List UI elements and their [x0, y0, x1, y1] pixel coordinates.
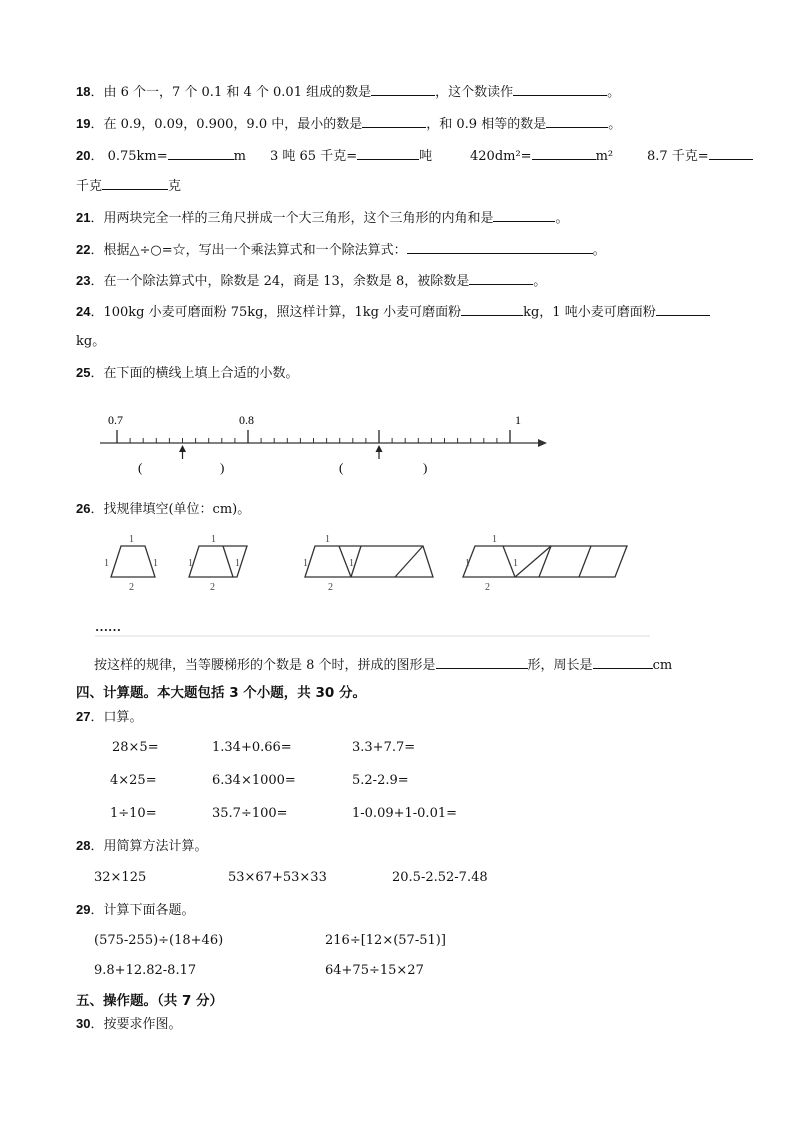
question-23 [76, 271, 546, 291]
answer-blank[interactable] [546, 114, 608, 128]
question-text: ．在 0.9，0.09，0.900，9.0 中，最小的数是 [90, 117, 363, 132]
unit: m [233, 149, 246, 164]
question-text: ．计算下面各题。 [90, 903, 195, 918]
answer-blank[interactable] [532, 146, 596, 160]
question-text: ．由 6 个一，7 个 0.1 和 4 个 0.01 组成的数是 [90, 85, 372, 100]
question-28 [76, 837, 207, 856]
side-label-top: 1 [211, 534, 216, 545]
oral-calc-item: 1÷10= [110, 806, 157, 821]
question-text: 形，周长是 [527, 658, 593, 673]
side-label-right: 1 [349, 558, 354, 569]
question-29 [76, 901, 194, 920]
question-20-part3 [470, 146, 613, 166]
unit: 克 [168, 179, 182, 194]
question-text: ． 0.75km= [90, 149, 168, 164]
question-text: 8.7 千克= [647, 149, 709, 164]
side-label-left: 1 [104, 558, 109, 569]
answer-blank[interactable] [168, 146, 234, 160]
question-number: 21 [76, 210, 91, 225]
unit: 吨 [419, 149, 433, 164]
answer-blank[interactable] [357, 146, 419, 160]
trapezoid-3-divider [395, 546, 423, 577]
question-number: 26 [76, 501, 91, 516]
side-label-bottom: 2 [129, 582, 134, 593]
side-label-right: 1 [513, 558, 518, 569]
question-text: 。 [592, 243, 606, 258]
question-text: 3 吨 65 千克= [270, 149, 358, 164]
question-number: 22 [76, 242, 91, 257]
question-number: 23 [76, 273, 91, 288]
simplify-calc-item: 20.5-2.52-7.48 [392, 870, 488, 885]
side-label-top: 1 [129, 534, 134, 545]
question-text: ．在下面的横线上填上合适的小数。 [90, 366, 299, 381]
question-text: ，这个数读作 [435, 85, 514, 100]
paren-open-1: ( [138, 460, 143, 475]
question-24-line2 [76, 333, 105, 351]
oral-calc-item: 5.2-2.9= [352, 773, 409, 788]
answer-blank[interactable] [371, 82, 435, 96]
unit: 千克 [76, 179, 103, 194]
compute-item: (575-255)÷(18+46) [94, 933, 224, 948]
question-text: ．用简算方法计算。 [90, 839, 208, 854]
question-number: 20 [76, 148, 91, 163]
compute-item: 9.8+12.82-8.17 [94, 963, 197, 978]
answer-blank[interactable] [493, 208, 555, 222]
paren-open-2: ( [339, 460, 344, 475]
question-number: 24 [76, 304, 91, 319]
side-label-right: 1 [153, 558, 158, 569]
oral-calc-item: 1.34+0.66= [212, 740, 292, 755]
trapezoid-4-divider [579, 546, 591, 577]
question-20 [76, 146, 246, 166]
question-text: ．口算。 [90, 710, 143, 725]
trapezoid-pattern-figure [95, 530, 655, 640]
question-text: ．根据△÷○=☆，写出一个乘法算式和一个除法算式： [90, 243, 407, 258]
side-label-top: 1 [325, 534, 330, 545]
question-19 [76, 114, 621, 134]
continuation-dots: …… [95, 619, 121, 634]
question-27 [76, 708, 142, 727]
oral-calc-item: 1-0.09+1-0.01= [352, 806, 458, 821]
question-26 [76, 500, 250, 519]
question-20-line2 [76, 176, 181, 196]
question-text: ．找规律填空(单位：cm)。 [90, 502, 251, 517]
answer-blank[interactable] [469, 271, 533, 285]
answer-blank[interactable] [102, 176, 168, 190]
answer-blank[interactable] [436, 655, 528, 669]
answer-blank[interactable] [656, 302, 710, 316]
question-text: 420dm²= [470, 149, 532, 164]
compute-item: 216÷[12×(57-51)] [325, 933, 446, 948]
side-label-left: 1 [303, 558, 308, 569]
question-number: 27 [76, 709, 91, 724]
side-label-bottom: 2 [485, 582, 490, 593]
trapezoid-3-outline [305, 546, 433, 577]
question-text: ．100kg 小麦可磨面粉 75kg，照这样计算，1kg 小麦可磨面粉 [90, 305, 462, 320]
question-number: 25 [76, 365, 91, 380]
question-number: 18 [76, 84, 91, 99]
pointer-arrow [376, 445, 383, 459]
number-line-label-end: 1 [515, 413, 521, 427]
question-20-part2 [270, 146, 432, 166]
answer-blank[interactable] [461, 302, 523, 316]
pointer-arrow [179, 445, 186, 459]
question-20-part4 [647, 146, 753, 166]
question-number: 19 [76, 116, 91, 131]
number-line-label-start: 0.7 [108, 413, 123, 427]
unit: cm [652, 658, 673, 673]
oral-calc-item: 3.3+7.7= [352, 740, 416, 755]
paren-close-2: ) [423, 460, 428, 475]
number-line-pointers [179, 445, 383, 459]
number-line-arrowhead [538, 439, 547, 447]
trapezoid-1 [111, 546, 155, 577]
oral-calc-item: 35.7÷100= [212, 806, 288, 821]
number-line-ticks [117, 430, 510, 443]
question-text: kg，1 吨小麦可磨面粉 [523, 305, 656, 320]
answer-blank[interactable] [362, 114, 426, 128]
number-line-figure [95, 408, 555, 478]
simplify-calc-item: 53×67+53×33 [228, 870, 327, 885]
section-5-heading: 五、操作题。（共 7 分） [76, 993, 224, 1009]
section-4-heading: 四、计算题。本大题包括 3 个小题，共 30 分。 [76, 685, 366, 701]
question-24 [76, 302, 710, 322]
side-label-right: 1 [235, 558, 240, 569]
question-text: ．用两块完全一样的三角尺拼成一个大三角形，这个三角形的内角和是 [90, 211, 494, 226]
answer-blank[interactable] [407, 240, 593, 254]
side-label-left: 1 [188, 558, 193, 569]
question-21 [76, 208, 569, 228]
answer-blank[interactable] [513, 82, 607, 96]
question-number: 29 [76, 902, 91, 917]
answer-blank[interactable] [709, 146, 753, 160]
side-label-bottom: 2 [328, 582, 333, 593]
unit: kg。 [76, 334, 106, 349]
unit: m² [595, 149, 614, 164]
question-text: 按这样的规律，当等腰梯形的个数是 8 个时，拼成的图形是 [94, 658, 436, 673]
question-26-fill [94, 655, 672, 675]
question-number: 28 [76, 838, 91, 853]
answer-blank[interactable] [593, 655, 653, 669]
simplify-calc-item: 32×125 [94, 870, 147, 885]
number-line-label-mid: 0.8 [239, 413, 254, 427]
question-text: 。 [533, 274, 547, 289]
question-text: ．按要求作图。 [90, 1017, 182, 1032]
oral-calc-item: 4×25= [110, 773, 157, 788]
question-30 [76, 1015, 181, 1034]
question-text: 。 [555, 211, 569, 226]
side-label-left: 1 [465, 558, 470, 569]
oral-calc-item: 28×5= [112, 740, 159, 755]
question-25 [76, 364, 298, 383]
question-text: ．在一个除法算式中，除数是 24，商是 13，余数是 8，被除数是 [90, 274, 470, 289]
question-22 [76, 240, 606, 260]
compute-item: 64+75÷15×27 [325, 963, 424, 978]
question-number: 30 [76, 1016, 91, 1031]
trapezoid-2-divider [223, 546, 233, 577]
oral-calc-item: 6.34×1000= [212, 773, 296, 788]
side-label-bottom: 2 [210, 582, 215, 593]
question-text: 。 [608, 117, 622, 132]
side-label-top: 1 [492, 534, 497, 545]
question-18 [76, 82, 620, 102]
question-text: ，和 0.9 相等的数是 [426, 117, 547, 132]
question-text: 。 [607, 85, 621, 100]
paren-close-1: ) [220, 460, 225, 475]
